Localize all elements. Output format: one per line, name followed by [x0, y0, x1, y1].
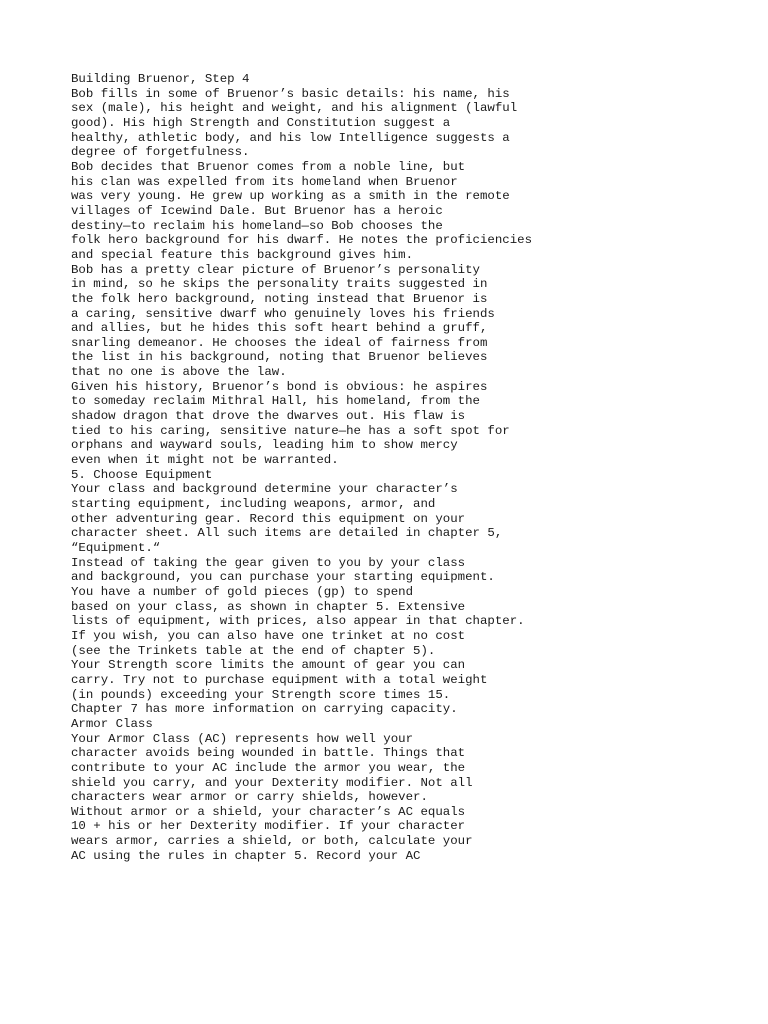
text-line: and allies, but he hides this soft heart behind a gruff,: [71, 321, 488, 336]
text-line: destiny—to reclaim his homeland—so Bob chooses the: [71, 218, 443, 233]
section-heading: 5. Choose Equipment: [71, 467, 213, 482]
text-line: sex (male), his height and weight, and his alignment (lawful: [71, 101, 518, 116]
text-line: (in pounds) exceeding your Strength score times 15.: [71, 687, 451, 702]
text-line: villages of Icewind Dale. But Bruenor has a heroic: [71, 203, 443, 218]
text-line: starting equipment, including weapons, armor, and: [71, 497, 436, 512]
text-line: Bob decides that Bruenor comes from a noble line, but: [71, 159, 466, 174]
text-line: a caring, sensitive dwarf who genuinely loves his friends: [71, 306, 495, 321]
text-line: Instead of taking the gear given to you by your class: [71, 555, 466, 570]
text-line: degree of forgetfulness.: [71, 145, 250, 160]
text-line: Building Bruenor, Step 4: [71, 72, 250, 86]
text-line: the folk hero background, noting instead that Bruenor is: [71, 291, 488, 306]
text-line: shield you carry, and your Dexterity modifier. Not all: [71, 775, 473, 790]
text-line: (see the Trinkets table at the end of chapter 5).: [71, 643, 436, 658]
text-line: healthy, athletic body, and his low Intelligence suggests a: [71, 130, 510, 145]
section-heading: Armor Class: [71, 716, 153, 731]
text-line: character sheet. All such items are detailed in chapter 5,: [71, 526, 503, 541]
text-line: based on your class, as shown in chapter 5. Extensive: [71, 599, 466, 614]
text-line: Chapter 7 has more information on carrying capacity.: [71, 702, 458, 717]
text-line: wears armor, carries a shield, or both, calculate your: [71, 834, 473, 849]
text-line: folk hero background for his dwarf. He notes the proficiencies: [71, 233, 533, 248]
text-line: even when it might not be warranted.: [71, 453, 339, 468]
text-line: tied to his caring, sensitive nature—he has a soft spot for: [71, 423, 510, 438]
text-line: If you wish, you can also have one trinket at no cost: [71, 628, 466, 643]
text-line: Given his history, Bruenor’s bond is obvious: he aspires: [71, 379, 488, 394]
text-line: Your Armor Class (AC) represents how well your: [71, 731, 414, 746]
text-line: AC using the rules in chapter 5. Record your AC: [71, 848, 421, 863]
text-line: shadow dragon that drove the dwarves out. His flaw is: [71, 409, 466, 424]
text-line: Bob has a pretty clear picture of Bruenor’s personality: [71, 262, 480, 277]
text-line: orphans and wayward souls, leading him to show mercy: [71, 438, 458, 453]
text-line: snarling demeanor. He chooses the ideal of fairness from: [71, 335, 488, 350]
text-line: carry. Try not to purchase equipment with a total weight: [71, 672, 488, 687]
text-line: good). His high Strength and Constitution suggest a: [71, 115, 451, 130]
text-line: characters wear armor or carry shields, however.: [71, 790, 428, 805]
text-line: contribute to your AC include the armor you wear, the: [71, 760, 466, 775]
text-line: You have a number of gold pieces (gp) to spend: [71, 584, 414, 599]
text-line: Bob fills in some of Bruenor’s basic details: his name, his: [71, 86, 510, 101]
text-line: was very young. He grew up working as a smith in the remote: [71, 189, 510, 204]
text-line: lists of equipment, with prices, also appear in that chapter.: [71, 614, 525, 629]
text-line: Without armor or a shield, your character’s AC equals: [71, 804, 466, 819]
text-line: that no one is above the law.: [71, 365, 287, 380]
text-line: “Equipment.“: [71, 541, 161, 555]
text-line: Your class and background determine your character’s: [71, 482, 458, 497]
text-line: in mind, so he skips the personality traits suggested in: [71, 277, 488, 292]
text-line: other adventuring gear. Record this equipment on your: [71, 511, 466, 526]
text-line: Your Strength score limits the amount of gear you can: [71, 658, 466, 673]
document-page: [71, 72, 751, 863]
text-line: to someday reclaim Mithral Hall, his homeland, from the: [71, 394, 480, 409]
text-line: the list in his background, noting that Bruenor believes: [71, 350, 488, 365]
text-line: and special feature this background gives him.: [71, 247, 414, 262]
text-line: and background, you can purchase your starting equipment.: [71, 570, 495, 585]
text-line: his clan was expelled from its homeland when Bruenor: [71, 174, 458, 189]
text-line: character avoids being wounded in battle. Things that: [71, 746, 466, 761]
text-line: 10 + his or her Dexterity modifier. If your character: [71, 819, 466, 834]
